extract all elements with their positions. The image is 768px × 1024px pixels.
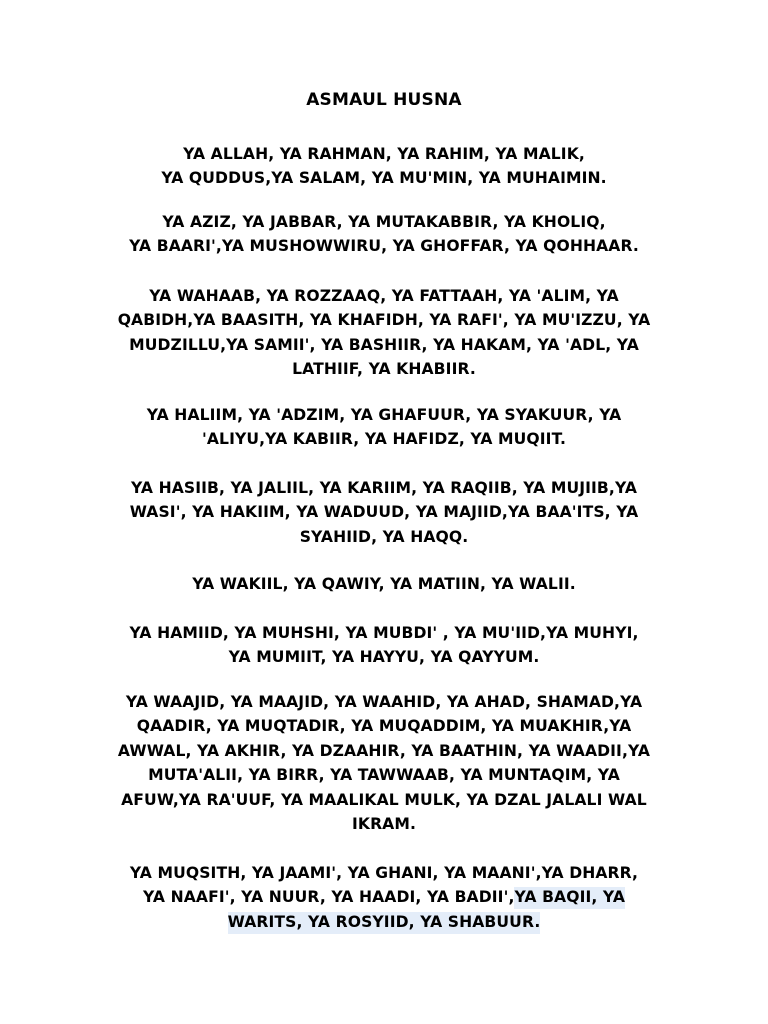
text-plain: YA NAAFI', YA NUUR, YA HAADI, YA BADII', bbox=[143, 888, 515, 907]
page-title: ASMAUL HUSNA bbox=[306, 90, 462, 110]
text-line: YA WAAJID, YA MAAJID, YA WAAHID, YA AHAD, SHAMAD,YA bbox=[125, 693, 643, 711]
paragraph-5 bbox=[0, 476, 768, 549]
text-line: LATHIIF, YA KHABIIR. bbox=[292, 360, 476, 379]
text-line: YA HASIIB, YA JALIIL, YA KARIIM, YA RAQIIB, YA MUJIIB,YA bbox=[130, 479, 638, 497]
text-line: YA WAHAAB, YA ROZZAAQ, YA FATTAAH, YA 'ALIM, YA bbox=[149, 287, 619, 305]
paragraph-1 bbox=[0, 142, 768, 191]
text-line: QABIDH,YA BAASITH, YA KHAFIDH, YA RAFI', YA MU'IZZU, YA bbox=[117, 311, 651, 330]
selected-text[interactable]: WARITS, YA ROSYIID, YA SHABUUR. bbox=[228, 912, 541, 934]
paragraph-6 bbox=[0, 572, 768, 596]
text-line: YA QUDDUS,YA SALAM, YA MU'MIN, YA MUHAIMIN. bbox=[161, 169, 607, 188]
text-line: IKRAM. bbox=[351, 815, 416, 834]
paragraph-7 bbox=[0, 621, 768, 670]
text-line: YA AZIZ, YA JABBAR, YA MUTAKABBIR, YA KHOLIQ, bbox=[162, 213, 606, 231]
text-line bbox=[0, 885, 768, 909]
paragraph-2 bbox=[0, 210, 768, 259]
text-line: MUTA'ALII, YA BIRR, YA TAWWAAB, YA MUNTAQIM, YA bbox=[148, 766, 620, 785]
text-line: YA MUQSITH, YA JAAMI', YA GHANI, YA MAANI',YA DHARR, bbox=[129, 864, 639, 882]
paragraph-4 bbox=[0, 403, 768, 452]
text-line: YA WAKIIL, YA QAWIY, YA MATIIN, YA WALII. bbox=[192, 575, 576, 593]
selected-text[interactable]: YA BAQII, YA bbox=[514, 887, 625, 909]
paragraph-9 bbox=[0, 861, 768, 934]
text-line bbox=[0, 910, 768, 934]
text-line: YA ALLAH, YA RAHMAN, YA RAHIM, YA MALIK, bbox=[183, 145, 585, 163]
text-line: YA HAMIID, YA MUHSHI, YA MUBDI' , YA MU'IID,YA MUHYI, bbox=[129, 624, 639, 642]
text-line: YA BAARI',YA MUSHOWWIRU, YA GHOFFAR, YA QOHHAAR. bbox=[129, 237, 639, 256]
paragraph-3 bbox=[0, 284, 768, 382]
text-line: SYAHIID, YA HAQQ. bbox=[299, 527, 469, 546]
text-line: WASI', YA HAKIIM, YA WADUUD, YA MAJIID,YA BAA'ITS, YA bbox=[129, 503, 639, 522]
text-line: AFUW,YA RA'UUF, YA MAALIKAL MULK, YA DZAL JALALI WAL bbox=[121, 790, 647, 809]
text-line: QAADIR, YA MUQTADIR, YA MUQADDIM, YA MUAKHIR,YA bbox=[136, 717, 632, 736]
paragraph-8 bbox=[0, 690, 768, 836]
text-line: 'ALIYU,YA KABIIR, YA HAFIDZ, YA MUQIIT. bbox=[202, 430, 566, 449]
text-line: YA MUMIIT, YA HAYYU, YA QAYYUM. bbox=[228, 648, 540, 667]
text-line: YA HALIIM, YA 'ADZIM, YA GHAFUUR, YA SYAKUUR, YA bbox=[146, 406, 622, 424]
text-line: AWWAL, YA AKHIR, YA DZAAHIR, YA BAATHIN, YA WAADII,YA bbox=[117, 741, 651, 760]
text-line: MUDZILLU,YA SAMII', YA BASHIIR, YA HAKAM, YA 'ADL, YA bbox=[129, 335, 639, 354]
